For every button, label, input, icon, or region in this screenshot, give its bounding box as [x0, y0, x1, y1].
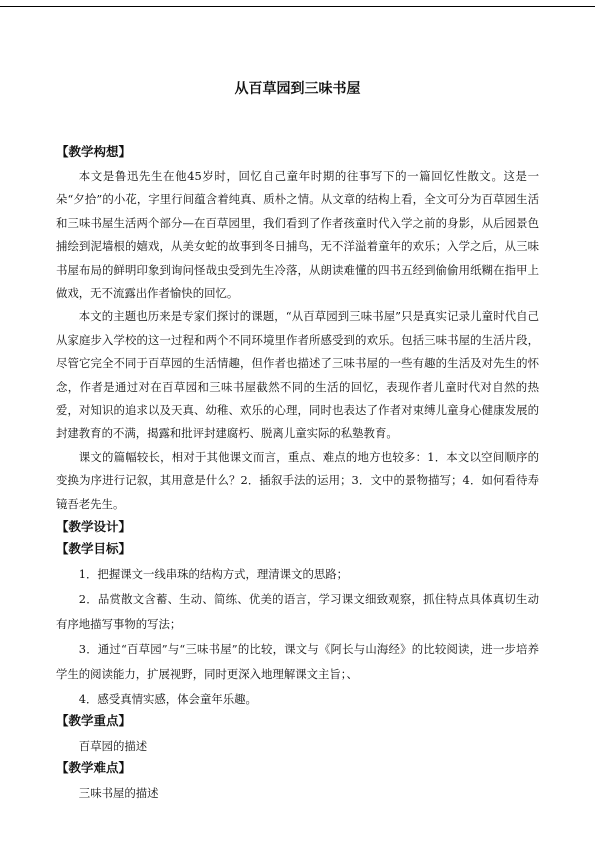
section-heading-difficulties: 【教学难点】	[56, 760, 132, 776]
section-heading-design: 【教学设计】	[56, 519, 132, 535]
goal-item-1: 1．把握课文一线串珠的结构方式，理清课文的思路；	[78, 567, 349, 582]
difficulties-text: 三味书屋的描述	[78, 786, 159, 801]
section-heading-goals: 【教学目标】	[56, 541, 132, 557]
document-body	[56, 143, 539, 806]
key-points-text: 百草园的描述	[78, 739, 148, 754]
section-heading-concept: 【教学构想】	[56, 144, 132, 159]
concept-paragraph-3: 课文的篇幅较长，相对于其他课文而言，重点、难点的地方也较多：1．本文以空间顺序的变换为序进行记叙，其用意是什么？2．插叙手法的运用；3．文中的景物描写；4．如何看待寿镜吾老先生。	[56, 449, 539, 511]
concept-paragraph-1: 本文是鲁迅先生在他45岁时，回忆自己童年时期的往事写下的一篇回忆性散文。这是一朵“夕拾”的小花，字里行间蕴含着纯真、质朴之情。从文章的结构上看，全文可分为百草园生活和三味书屋生活两个部分—在百草园里，我们看到了作者孩童时代入学之前的身影，从后园景色捕绘到泥墙根的嬉戏，从美女蛇的故事到冬日捕鸟，无不洋溢着童年的欢乐；入学之后，从三味书屋布局的鲜明印象到询问怪哉虫受到先生冷落，从朗读难懂的四书五经到偷偷用纸糊在指甲上做戏，无不流露出作者愉快的回忆。	[56, 169, 539, 301]
goal-item-2: 2．品赏散文含蓄、生动、简练、优美的语言，学习课文细致观察，抓住特点具体真切生动有序地描写事物的写法；	[56, 592, 539, 632]
section-heading-key-points: 【教学重点】	[56, 713, 132, 729]
header-rule	[0, 6, 595, 7]
document-title: 从百草园到三味书屋	[234, 81, 361, 97]
goal-item-3: 3．通过“百草园”与“三味书屋”的比较，课文与《阿长与山海经》的比较阅读，进一步培养学生的阅读能力，扩展视野，同时更深入地理解课文主旨；、	[56, 642, 539, 682]
goal-item-4: 4．感受真情实感，体会童年乐趣。	[78, 692, 257, 707]
concept-paragraph-2: 本文的主题也历来是专家们探讨的课题，“从百草园到三味书屋”只是真实记录儿童时代自己从家庭步入学校的这一过程和两个不同环境里作者所感受到的欢乐。包括三味书屋的生活片段，尽管它完全不同于百草园的生活情趣，但作者也描述了三味书屋的一些有趣的生活及对先生的怀念，作者是通过对在百草园和三味书屋截然不同的生活的回忆，表现作者儿童时代对自然的热爱，对知识的追求以及天真、幼稚、欢乐的心理，同时也表达了作者对束缚儿童身心健康发展的封建教育的不满，揭露和批评封建腐朽、脱离儿童实际的私塾教育。	[56, 309, 539, 441]
